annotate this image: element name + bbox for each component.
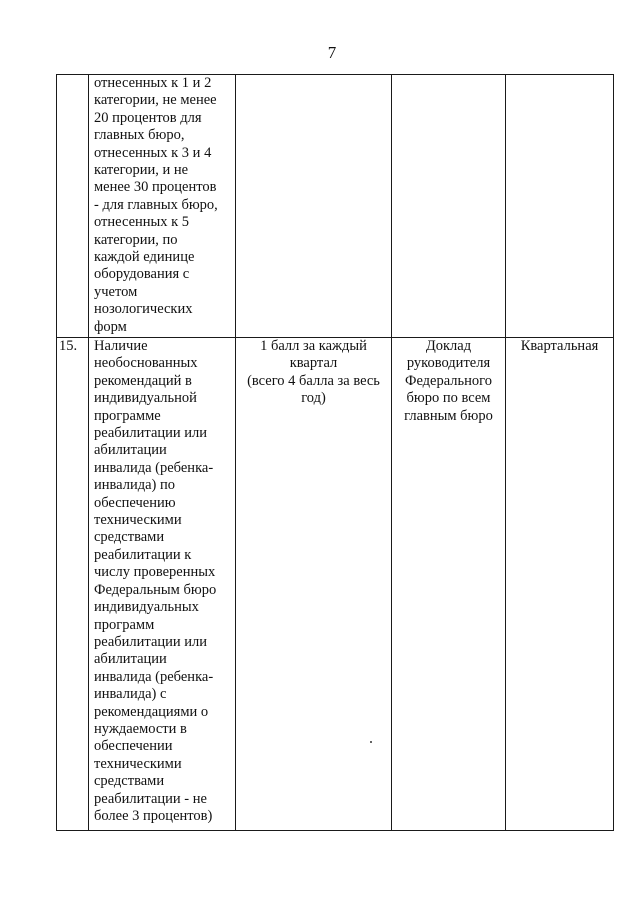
- indicator-cell: [89, 75, 236, 338]
- frequency-cell: [506, 338, 614, 831]
- row-number-cell: [57, 75, 89, 338]
- source-cell: [392, 75, 506, 338]
- table-row-continuation: [57, 75, 614, 338]
- criteria-table: [56, 74, 614, 831]
- scan-speck: [370, 741, 372, 743]
- table-row-15: [57, 338, 614, 831]
- score-cell: [236, 338, 392, 831]
- source-cell: [392, 338, 506, 831]
- indicator-text: Наличие необоснованных рекомендаций в индивидуальной программе реабилитации или абилитации инвалида (ребенка- инвалида) по обеспечению техническими средствами реабилитации к числу проверенных Федеральным бюро индивидуальных программ реабилитации или абилитации инвалида (ребенка- инвалида) с рекомендациями о нуждаемости в обеспечении техническими средствами реабилитации - не более 3 процентов): [94, 338, 217, 824]
- score-text: 1 балл за каждый квартал (всего 4 балла за весь год): [247, 338, 380, 407]
- indicator-text: отнесенных к 1 и 2 категории, не менее 20 процентов для главных бюро, отнесенных к 3 и 4 категории, и не менее 30 процентов - для главных бюро, отнесенных к 5 категории, по каждой единице оборудования с учетом нозологических форм: [94, 75, 218, 335]
- row-number: 15.: [59, 338, 78, 354]
- score-cell: [236, 75, 392, 338]
- indicator-cell: [89, 338, 236, 831]
- row-number-cell: [57, 338, 89, 831]
- frequency-cell: [506, 75, 614, 338]
- frequency-text: Квартальная: [520, 338, 599, 354]
- page-number: 7: [327, 43, 337, 62]
- source-text: Доклад руководителя Федерального бюро по всем главным бюро: [404, 338, 493, 424]
